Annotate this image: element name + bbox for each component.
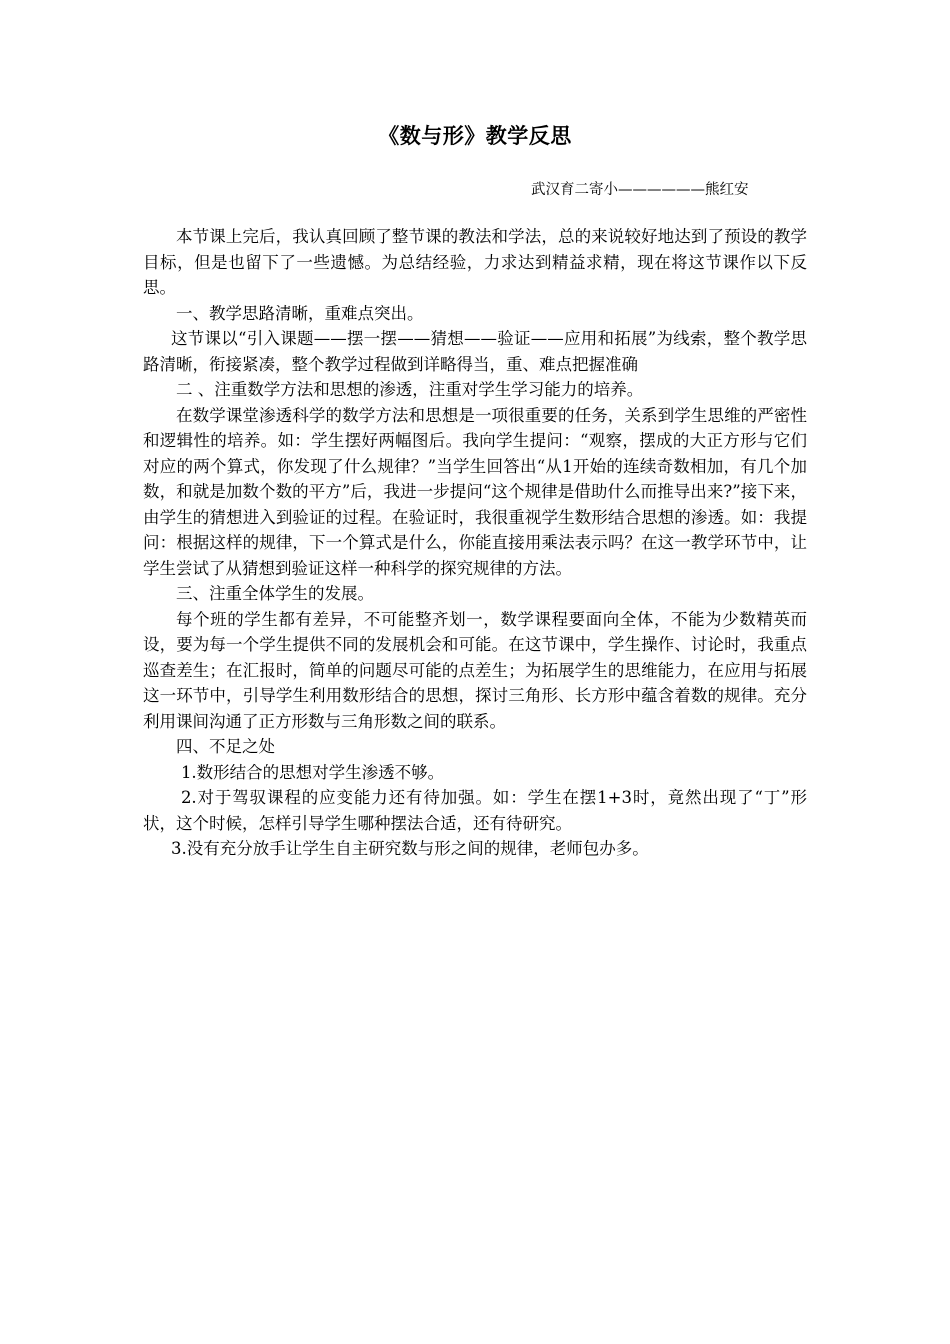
- paragraph-section-2: 在数学课堂渗透科学的数学方法和思想是一项很重要的任务，关系到学生思维的严密性和逻辑性的培养。如：学生摆好两幅图后。我向学生提问：“观察，摆成的大正方形与它们对应的两个算式，你发现了什么规律？”当学生回答出“从1开始的连续奇数相加，有几个加数，和就是加数个数的平方”后，我进一步提问“这个规律是借助什么而推导出来?”接下来，由学生的猜想进入到验证的过程。在验证时，我很重视学生数形结合思想的渗透。如：我提问：根据这样的规律，下一个算式是什么，你能直接用乘法表示吗？在这一教学环节中，让学生尝试了从猜想到验证这样一种科学的探究规律的方法。: [143, 405, 807, 578]
- author-line: 武汉育二寄小——————熊红安: [531, 182, 749, 198]
- list-item-2: 2.对于驾驭课程的应变能力还有待加强。如：学生在摆1+3时，竟然出现了“丁”形状，这个时候，怎样引导学生哪种摆法合适，还有待研究。: [143, 788, 807, 833]
- section-heading-2: 二 、注重数学方法和思想的渗透，注重对学生学习能力的培养。: [176, 380, 644, 399]
- section-heading-4: 四、不足之处: [176, 737, 275, 756]
- list-item-1: 1.数形结合的思想对学生渗透不够。: [180, 762, 445, 782]
- paragraph-section-3: 每个班的学生都有差异，不可能整齐划一，数学课程要面向全体，不能为少数精英而设，要为每一个学生提供不同的发展机会和可能。在这节课中，学生操作、讨论时，我重点巡查差生；在汇报时，简单的问题尽可能的点差生；为拓展学生的思维能力，在应用与拓展这一环节中，引导学生利用数形结合的思想，探讨三角形、长方形中蕴含着数的规律。充分利用课间沟通了正方形数与三角形数之间的联系。: [143, 609, 807, 731]
- document-body: [143, 224, 807, 862]
- list-item-3: 3.没有充分放手让学生自主研究数与形之间的规律，老师包办多。: [171, 839, 649, 858]
- paragraph-intro: 本节课上完后，我认真回顾了整节课的教法和学法，总的来说较好地达到了预设的教学目标，但是也留下了一些遗憾。为总结经验，力求达到精益求精，现在将这节课作以下反思。: [143, 227, 807, 297]
- section-heading-1: 一、教学思路清晰，重难点突出。: [176, 303, 424, 323]
- document-title: 《数与形》教学反思: [378, 124, 572, 148]
- paragraph-section-1: 这节课以“引入课题——摆一摆——猜想——验证——应用和拓展”为线索，整个教学思路清晰，衔接紧凑，整个教学过程做到详略得当，重、难点把握准确: [143, 329, 807, 374]
- section-heading-3: 三、注重全体学生的发展。: [176, 584, 374, 603]
